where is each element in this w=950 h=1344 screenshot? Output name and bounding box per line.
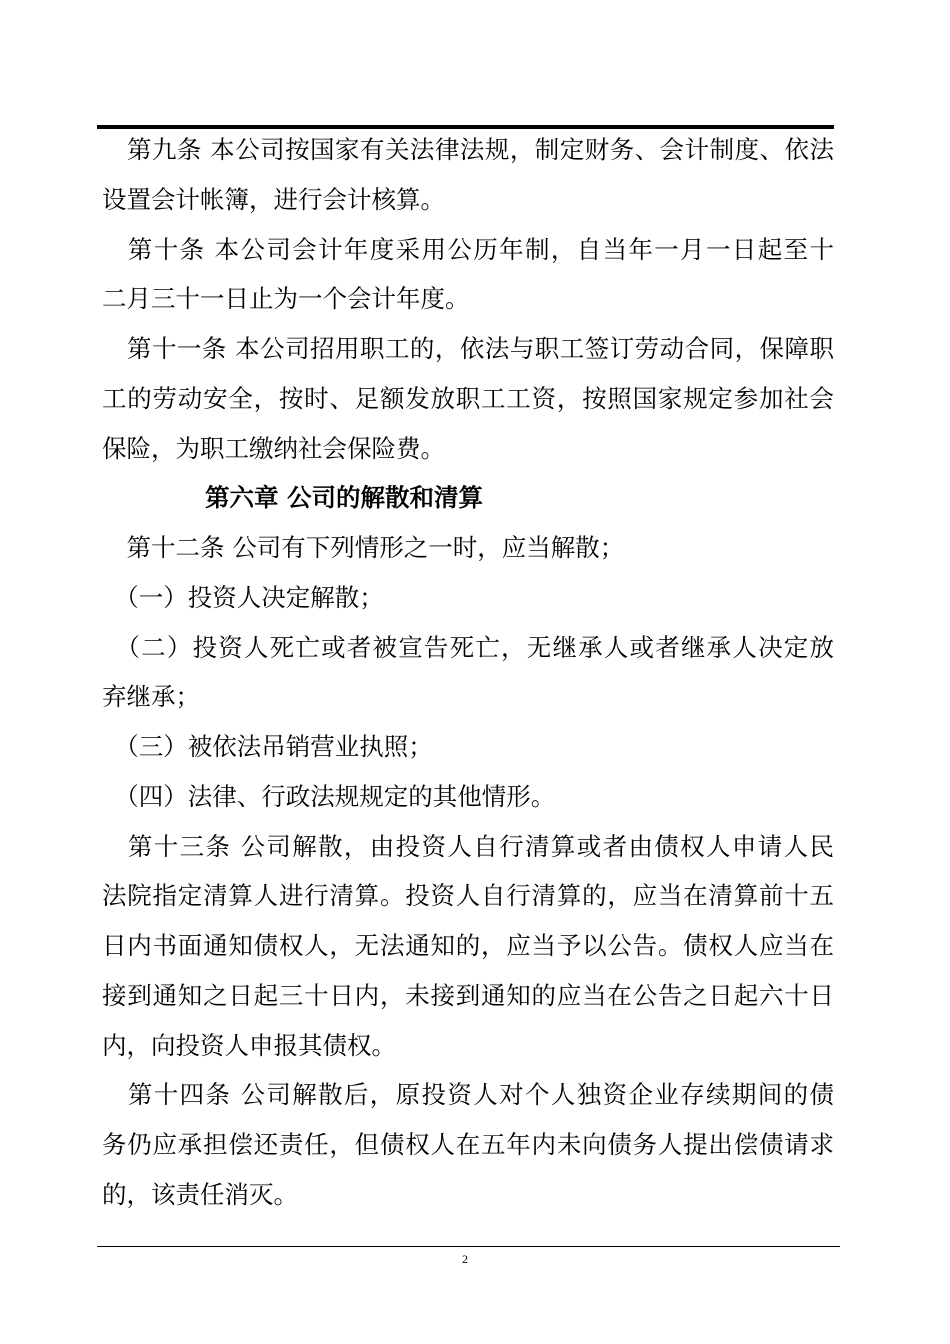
footer-rule — [97, 1246, 840, 1247]
article-14-line-1: 第十四条 公司解散后，原投资人对个人独资企业存续期间的债 — [102, 1080, 834, 1109]
article-10-line-1: 第十条 本公司会计年度采用公历年制，自当年一月一日起至十 — [102, 235, 834, 264]
article-12-item-2-line-1: （二）投资人死亡或者被宣告死亡，无继承人或者继承人决定放 — [102, 633, 834, 662]
article-14-line-2: 务仍应承担偿还责任，但债权人在五年内未向债务人提出偿债请求 — [102, 1130, 834, 1159]
article-12-item-2-line-2: 弃继承； — [102, 682, 200, 711]
article-13-line-4: 接到通知之日起三十日内，未接到通知的应当在公告之日起六十日 — [102, 981, 834, 1010]
header-rule — [97, 125, 834, 129]
article-11-line-1: 第十一条 本公司招用职工的，依法与职工签订劳动合同，保障职 — [102, 334, 834, 363]
article-12-line-1: 第十二条 公司有下列情形之一时，应当解散； — [102, 533, 625, 562]
article-13-line-1: 第十三条 公司解散，由投资人自行清算或者由债权人申请人民 — [102, 832, 834, 861]
article-12-item-1: （一）投资人决定解散； — [102, 583, 384, 612]
article-13-line-5: 内，向投资人申报其债权。 — [102, 1031, 396, 1060]
article-14-line-3: 的，该责任消灭。 — [102, 1180, 298, 1209]
article-9-line-2: 设置会计帐簿，进行会计核算。 — [102, 185, 445, 214]
article-12-item-4: （四）法律、行政法规规定的其他情形。 — [102, 782, 556, 811]
article-13-line-2: 法院指定清算人进行清算。投资人自行清算的，应当在清算前十五 — [102, 881, 834, 910]
article-9-line-1: 第九条 本公司按国家有关法律法规，制定财务、会计制度、依法 — [102, 135, 834, 164]
article-12-item-3: （三）被依法吊销营业执照； — [102, 732, 433, 761]
article-13-line-3: 日内书面通知债权人，无法通知的，应当予以公告。债权人应当在 — [102, 931, 834, 960]
chapter-6-title: 第六章 公司的解散和清算 — [205, 483, 484, 512]
article-10-line-2: 二月三十一日止为一个会计年度。 — [102, 284, 470, 313]
article-11-line-2: 工的劳动安全，按时、足额发放职工工资，按照国家规定参加社会 — [102, 384, 834, 413]
page-number: 2 — [462, 1252, 468, 1266]
article-11-line-3: 保险，为职工缴纳社会保险费。 — [102, 434, 445, 463]
